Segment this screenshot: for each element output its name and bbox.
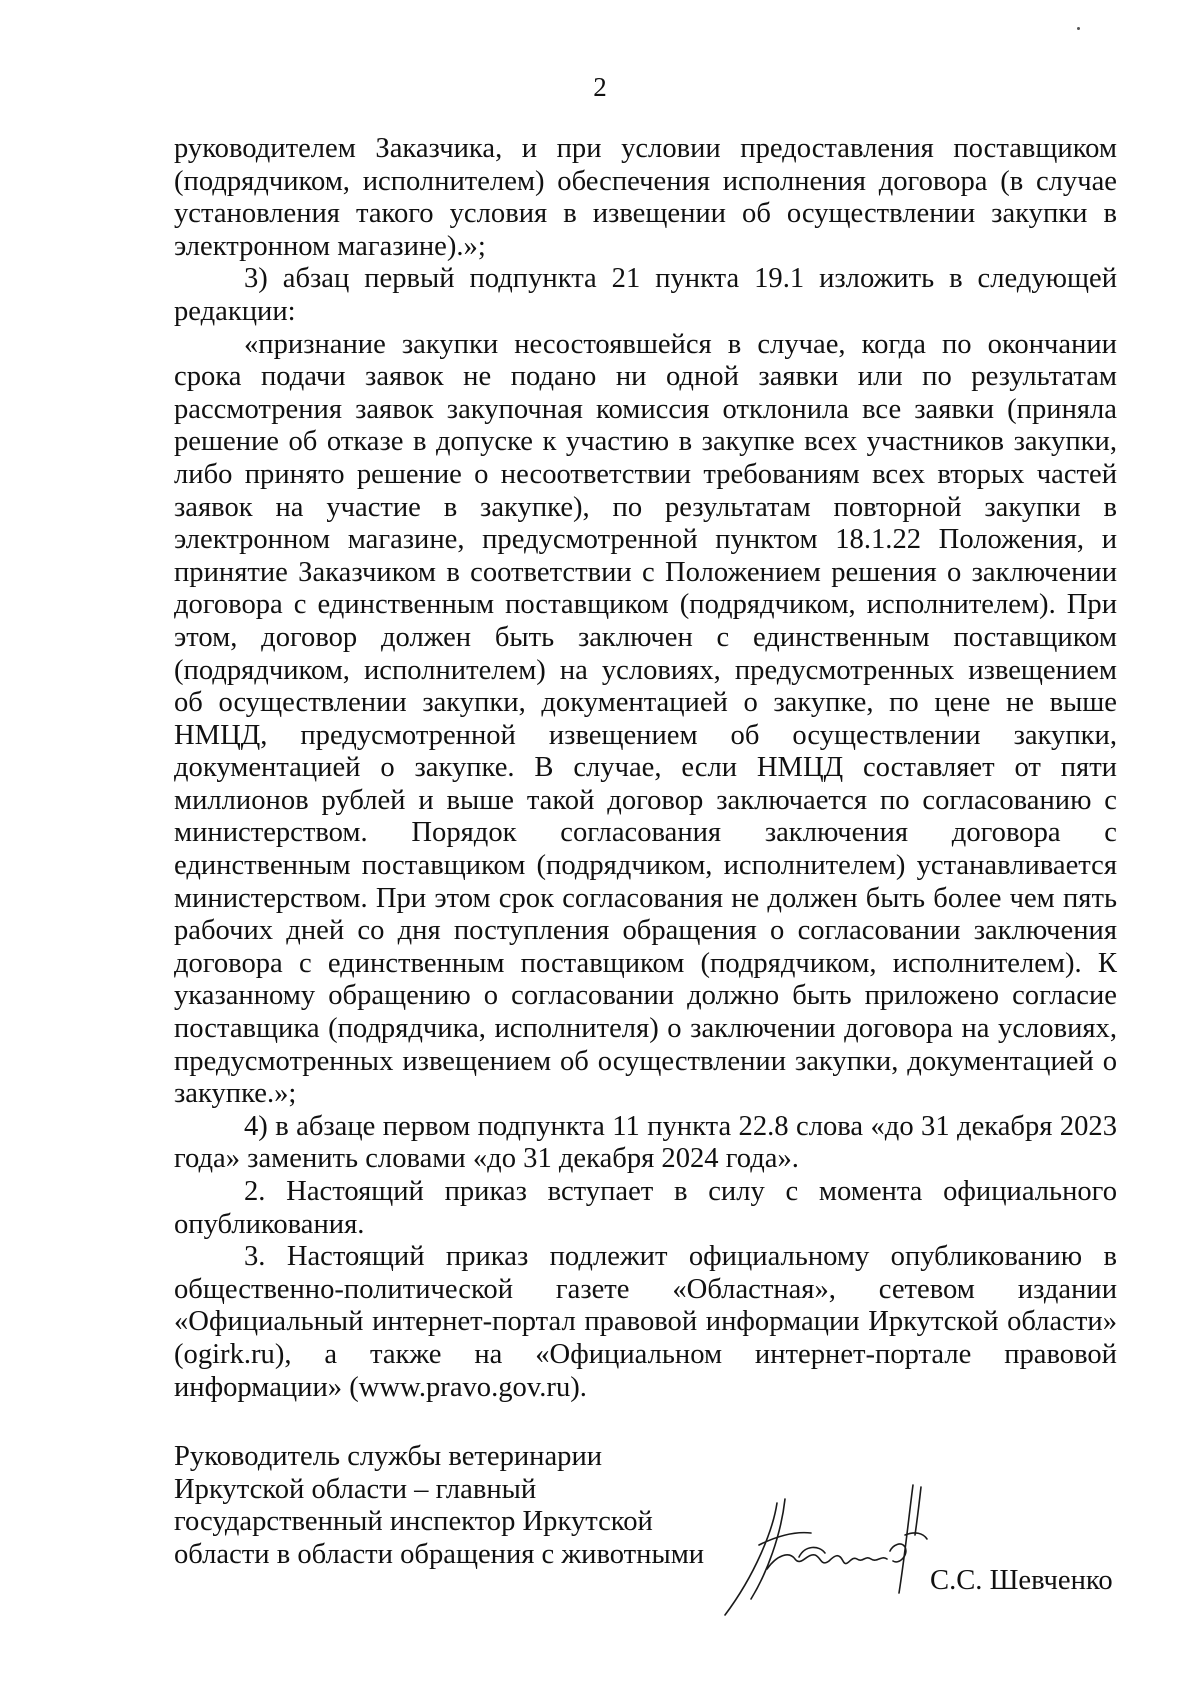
signatory-title-line: области в области обращения с животными: [174, 1538, 705, 1570]
paragraph-quoted-text: «признание закупки несостоявшейся в случае, когда по окончании срока подачи заявок не подано ни одной заявки или по результатам рассмотрения заявок закупочная комиссия отклонила все заявки (приняла решение об отказе в допуске к участию в закупке всех участников закупки, либо принято решение о несоответствии требованиям всех вторых частей заявок на участие в закупке), по результатам повторной закупки в электронном магазине, предусмотренной пунктом 18.1.22 Положения, и принятие Заказчиком в соответствии с Положением решения о заключении договора с единственным поставщиком (подрядчиком, исполнителем). При этом, договор должен быть заключен с единственным поставщиком (подрядчиком, исполнителем) на условиях, предусмотренных извещением об осуществлении закупки, документацией о закупке, по цене не выше НМЦД, предусмотренной извещением об осуществлении закупки, документацией о закупке. В случае, если НМЦД составляет от пяти миллионов рублей и выше такой договор заключается по согласованию с министерством. Порядок согласования заключения договора с единственным поставщиком (подрядчиком, исполнителем) устанавливается министерством. При этом срок согласования не должен быть более чем пять рабочих дней со дня поступления обращения о согласовании заключения договора с единственным поставщиком (подрядчиком, исполнителем). К указанному обращению о согласовании должно быть приложено согласие поставщика (подрядчика, исполнителя) о заключении договора на условиях, предусмотренных извещением об осуществлении закупки, документацией о закупке.»;: [174, 328, 1117, 1110]
signer-name: С.С. Шевченко: [930, 1565, 1113, 1596]
page-number: 2: [593, 72, 607, 102]
paragraph-continuation: руководителем Заказчика, и при условии предоставления поставщиком (подрядчиком, исполнителем) обеспечения исполнения договора (в случае установления такого условия в извещении об осуществлении закупки в электронном магазине).»;: [174, 133, 1117, 262]
signatory-title: [174, 1441, 734, 1571]
signatory-title-line: государственный инспектор Иркутской: [174, 1506, 653, 1538]
paragraph-item-3: 3) абзац первый подпункта 21 пункта 19.1 изложить в следующей редакции:: [174, 263, 1117, 327]
signatory-title-line: Иркутской области – главный: [174, 1473, 537, 1505]
scan-dot: [1077, 27, 1080, 30]
signatory-title-line: Руководитель службы ветеринарии: [174, 1441, 603, 1472]
paragraph-item-4: 4) в абзаце первом подпункта 11 пункта 22.8 слова «до 31 декабря 2023 года» заменить словами «до 31 декабря 2024 года».: [174, 1110, 1117, 1175]
document-body: [174, 133, 1117, 1404]
paragraph-clause-2: 2. Настоящий приказ вступает в силу с момента официального опубликования.: [174, 1176, 1117, 1240]
handwritten-signature: [715, 1475, 945, 1625]
paragraph-clause-3: 3. Настоящий приказ подлежит официальному опубликованию в общественно-политической газете «Областная», сетевом издании «Официальный интернет-портал правовой информации Иркутской области» (ogirk.ru), а также на «Официальном интернет-портале правовой информации» (www.pravo.gov.ru).: [174, 1241, 1117, 1403]
